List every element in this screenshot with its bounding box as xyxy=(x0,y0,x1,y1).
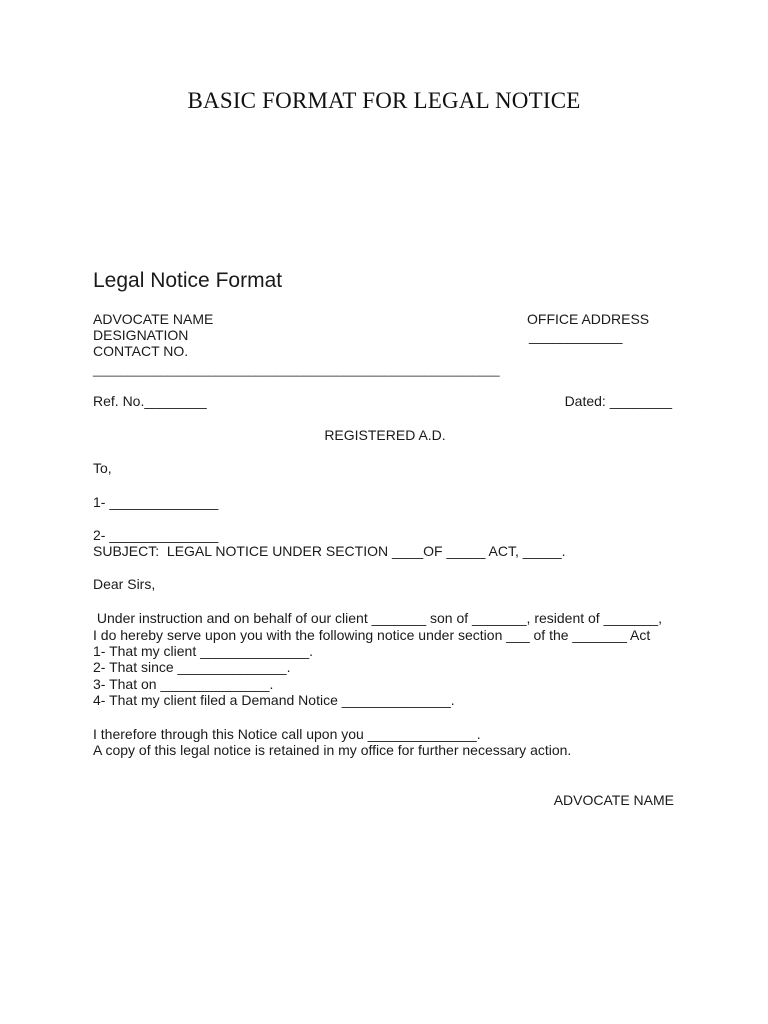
recipient-1: 1- ______________ xyxy=(93,494,219,510)
closing-line-1: I therefore through this Notice call upon you ______________. xyxy=(93,726,481,742)
designation-label: DESIGNATION xyxy=(93,327,189,343)
recipient-2: 2- ______________ xyxy=(93,527,219,543)
header-divider: ____________________________________________________________ xyxy=(93,363,500,377)
body-line-2: I do hereby serve upon you with the following notice under section ___ of the _______ Act xyxy=(93,627,651,643)
subject-line: SUBJECT: LEGAL NOTICE UNDER SECTION ____OF _____ ACT, _____. xyxy=(93,543,566,559)
ref-no: Ref. No.________ xyxy=(93,393,207,409)
body-line-1: Under instruction and on behalf of our client _______ son of _______, resident of _______, xyxy=(93,610,662,626)
salutation: Dear Sirs, xyxy=(93,576,156,592)
document-title: BASIC FORMAT FOR LEGAL NOTICE xyxy=(187,88,581,113)
closing-line-2: A copy of this legal notice is retained in my office for further necessary action. xyxy=(93,742,572,758)
office-address-blank: ____________ xyxy=(529,328,623,344)
dated: Dated: ________ xyxy=(564,393,672,409)
office-address-label: OFFICE ADDRESS xyxy=(527,311,650,327)
registered-ad: REGISTERED A.D. xyxy=(324,427,446,443)
to-label: To, xyxy=(93,460,112,476)
body-point-3: 3- That on ______________. xyxy=(93,676,274,692)
section-heading: Legal Notice Format xyxy=(93,269,283,292)
signature-advocate-name: ADVOCATE NAME xyxy=(553,792,674,808)
advocate-name-label: ADVOCATE NAME xyxy=(93,311,214,327)
body-point-2: 2- That since ______________. xyxy=(93,659,291,675)
body-point-1: 1- That my client ______________. xyxy=(93,643,314,659)
body-point-4: 4- That my client filed a Demand Notice ______________. xyxy=(93,692,455,708)
contact-no-label: CONTACT NO. xyxy=(93,343,189,359)
